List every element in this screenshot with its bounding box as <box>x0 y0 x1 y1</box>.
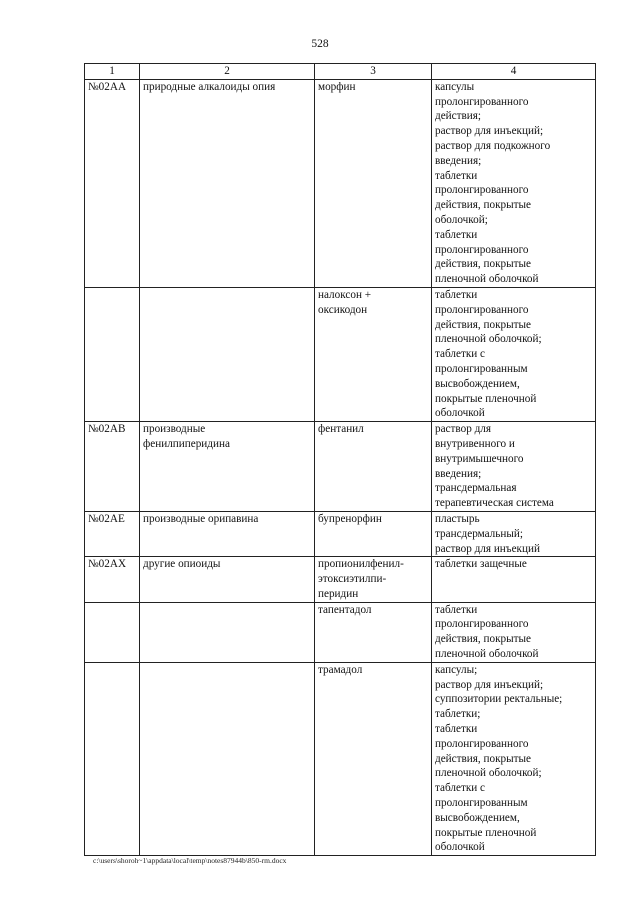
cell-text-line: высвобождением, <box>435 811 520 824</box>
dosage-forms-cell <box>432 602 596 662</box>
drug-group-cell <box>140 557 315 602</box>
cell-text-line: оболочкой <box>435 407 485 420</box>
page-number: 528 <box>311 38 329 50</box>
cell-text-line: внутривенного и <box>435 437 515 450</box>
cell-text-line: капсулы <box>435 80 475 93</box>
table-row <box>85 557 596 602</box>
cell-text-line: раствор для инъекций; <box>435 125 544 138</box>
cell-text-line: этоксиэтилпи- <box>318 573 387 586</box>
cell-text-line: трамадол <box>318 663 363 676</box>
cell-text-line: №02АЕ <box>88 512 125 525</box>
atc-code-cell <box>85 287 140 421</box>
cell-text-line: другие опиоиды <box>143 558 221 571</box>
cell-text-line: пролонгированного <box>435 95 529 108</box>
table-row <box>85 287 596 421</box>
cell-text-line: таблетки; <box>435 708 481 721</box>
cell-text-line: таблетки <box>435 169 478 182</box>
table-row <box>85 662 596 855</box>
table-row <box>85 602 596 662</box>
column-header-2: 2 <box>140 64 315 80</box>
dosage-forms-cell <box>432 662 596 855</box>
table-body <box>85 79 596 855</box>
cell-text-line: пролонгированным <box>435 797 528 810</box>
cell-text-line: природные алкалоиды опия <box>143 80 276 93</box>
cell-text-line: внутримышечного <box>435 452 524 465</box>
column-header-3: 3 <box>315 64 432 80</box>
cell-text-line: таблетки <box>435 723 478 736</box>
cell-text-line: пластырь <box>435 512 480 525</box>
drug-group-cell <box>140 422 315 512</box>
cell-text-line: тапентадол <box>318 603 372 616</box>
cell-text-line: покрытые пленочной <box>435 826 537 839</box>
cell-text-line: №02АВ <box>88 423 126 436</box>
cell-text-line: действия, покрытые <box>435 199 532 212</box>
cell-text-line: пленочной оболочкой; <box>435 767 542 780</box>
cell-text-line: покрытые пленочной <box>435 392 537 405</box>
cell-text-line: пленочной оболочкой <box>435 273 539 286</box>
cell-text-line: терапевтическая система <box>435 497 554 510</box>
cell-text-line: таблетки <box>435 288 478 301</box>
dosage-forms-cell <box>432 422 596 512</box>
drug-group-cell <box>140 511 315 556</box>
cell-text-line: суппозитории ректальные; <box>435 693 563 706</box>
cell-text-line: пролонгированного <box>435 184 529 197</box>
drug-group-cell <box>140 602 315 662</box>
cell-text-line: капсулы; <box>435 663 478 676</box>
drug-name-cell <box>315 602 432 662</box>
cell-text-line: таблетки <box>435 228 478 241</box>
cell-text-line: оксикодон <box>318 303 368 316</box>
cell-text-line: введения; <box>435 467 482 480</box>
table-row <box>85 511 596 556</box>
cell-text-line: введения; <box>435 154 482 167</box>
cell-text-line: раствор для инъекций; <box>435 678 544 691</box>
cell-text-line: оболочкой <box>435 841 485 854</box>
cell-text-line: таблетки с <box>435 782 486 795</box>
cell-text-line: раствор для подкожного <box>435 139 551 152</box>
cell-text-line: раствор для <box>435 423 492 436</box>
cell-text-line: действия, покрытые <box>435 318 532 331</box>
cell-text-line: пропионилфенил- <box>318 558 404 571</box>
atc-code-cell <box>85 79 140 287</box>
cell-text-line: действия, покрытые <box>435 752 532 765</box>
drug-name-cell <box>315 662 432 855</box>
cell-text-line: действия, покрытые <box>435 258 532 271</box>
cell-text-line: №02АХ <box>88 558 127 571</box>
drug-name-cell <box>315 557 432 602</box>
cell-text-line: налоксон + <box>318 288 372 301</box>
cell-text-line: оболочкой; <box>435 213 488 226</box>
atc-code-cell <box>85 557 140 602</box>
table-header-row <box>85 64 596 80</box>
cell-text-line: пролонгированного <box>435 737 529 750</box>
drug-group-cell <box>140 287 315 421</box>
cell-text-line: пролонгированным <box>435 362 528 375</box>
dosage-forms-cell <box>432 79 596 287</box>
drug-classification-table <box>84 63 596 856</box>
drug-name-cell <box>315 511 432 556</box>
cell-text-line: действия; <box>435 110 482 123</box>
drug-name-cell <box>315 287 432 421</box>
table-row <box>85 422 596 512</box>
cell-text-line: производные <box>143 423 206 436</box>
cell-text-line: фенилпиперидина <box>143 437 230 450</box>
cell-text-line: №02АА <box>88 80 127 93</box>
cell-text-line: трансдермальный; <box>435 527 523 540</box>
dosage-forms-cell <box>432 511 596 556</box>
cell-text-line: производные орипавина <box>143 512 259 525</box>
dosage-forms-cell <box>432 557 596 602</box>
drug-group-cell <box>140 79 315 287</box>
cell-text-line: действия, покрытые <box>435 633 532 646</box>
cell-text-line: морфин <box>318 80 356 93</box>
column-header-1: 1 <box>85 64 140 80</box>
cell-text-line: перидин <box>318 587 359 600</box>
drug-name-cell <box>315 79 432 287</box>
atc-code-cell <box>85 662 140 855</box>
cell-text-line: трансдермальная <box>435 482 517 495</box>
cell-text-line: фентанил <box>318 423 364 436</box>
cell-text-line: таблетки защечные <box>435 558 527 571</box>
footer-file-path: c:\users\shoroh~1\appdata\local\temp\notes87944b\850-rm.docx <box>93 856 287 865</box>
drug-group-cell <box>140 662 315 855</box>
cell-text-line: пролонгированного <box>435 243 529 256</box>
cell-text-line: пролонгированного <box>435 618 529 631</box>
cell-text-line: пленочной оболочкой <box>435 648 539 661</box>
cell-text-line: пленочной оболочкой; <box>435 333 542 346</box>
atc-code-cell <box>85 422 140 512</box>
table-row <box>85 79 596 287</box>
cell-text-line: высвобождением, <box>435 377 520 390</box>
cell-text-line: бупренорфин <box>318 512 382 525</box>
cell-text-line: таблетки <box>435 603 478 616</box>
cell-text-line: пролонгированного <box>435 303 529 316</box>
atc-code-cell <box>85 602 140 662</box>
column-header-4: 4 <box>432 64 596 80</box>
cell-text-line: таблетки с <box>435 348 486 361</box>
atc-code-cell <box>85 511 140 556</box>
cell-text-line: раствор для инъекций <box>435 542 540 555</box>
dosage-forms-cell <box>432 287 596 421</box>
drug-name-cell <box>315 422 432 512</box>
